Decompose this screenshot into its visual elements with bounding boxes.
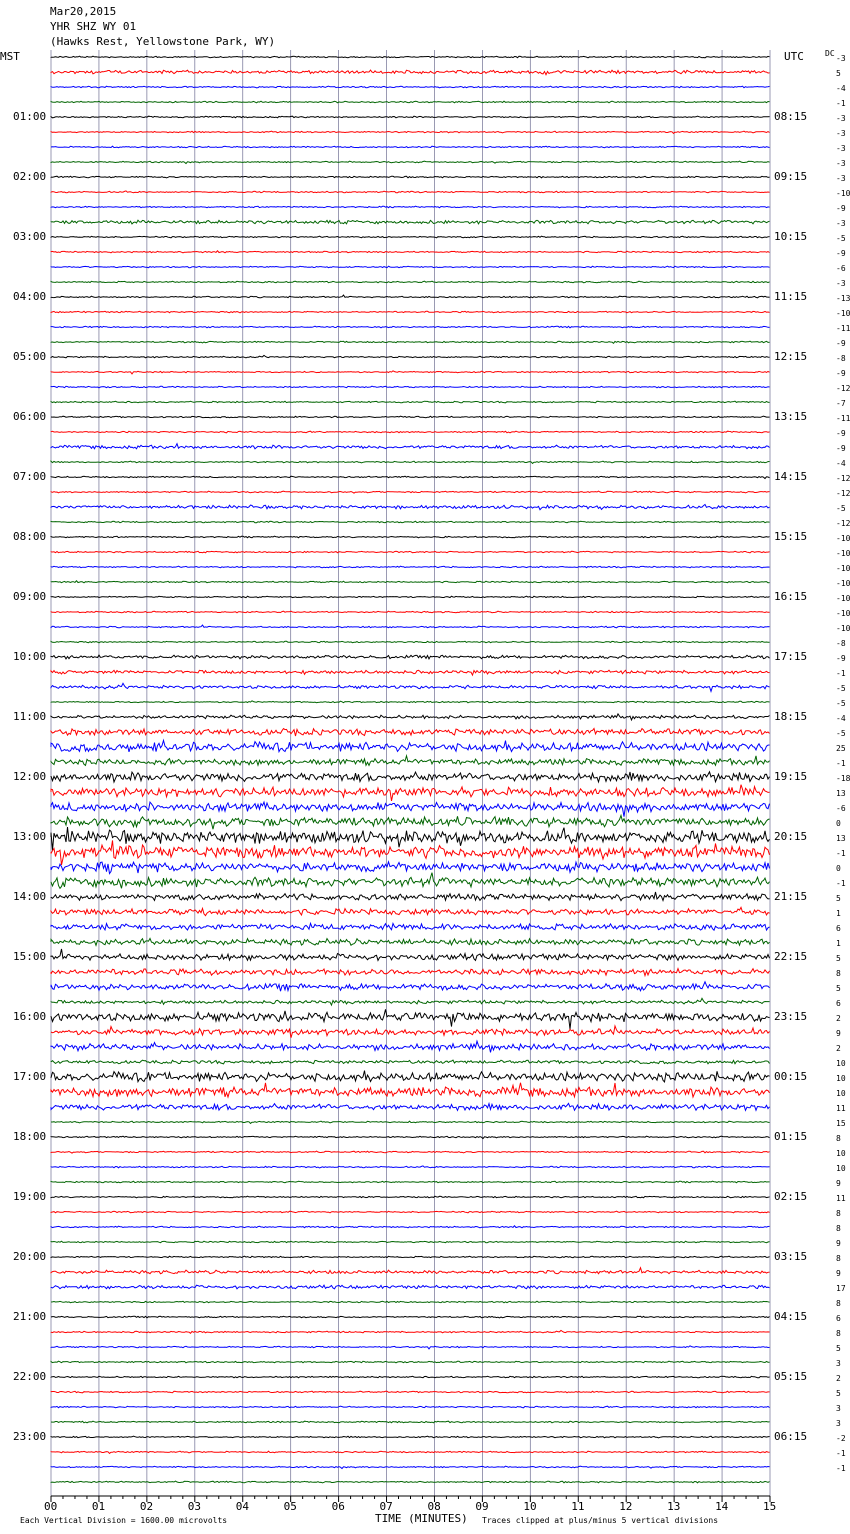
dc-offset-label: 5 — [836, 894, 841, 903]
trace-row-73 — [51, 1151, 770, 1153]
trace-row-29 — [51, 491, 770, 493]
trace-row-46 — [51, 740, 770, 752]
dc-offset-label: 8 — [836, 1224, 841, 1233]
trace-row-86 — [51, 1346, 770, 1349]
utc-hour-label: 15:15 — [774, 530, 808, 543]
trace-row-59 — [51, 938, 770, 945]
x-tick-label: 06 — [331, 1500, 345, 1513]
dc-offset-label: -13 — [836, 294, 850, 303]
dc-offset-label: 5 — [836, 69, 841, 78]
trace-row-61 — [51, 969, 770, 976]
trace-row-34 — [51, 566, 770, 568]
mst-hour-label: 11:00 — [13, 710, 47, 723]
trace-row-42 — [51, 683, 770, 691]
trace-row-95 — [51, 1481, 770, 1483]
dc-offset-label: -12 — [836, 474, 850, 483]
trace-row-8 — [51, 176, 770, 178]
x-tick-label: 09 — [475, 1500, 489, 1513]
dc-offset-label: 2 — [836, 1044, 841, 1053]
dc-offset-label: -9 — [836, 249, 846, 258]
x-tick-label: 00 — [44, 1500, 58, 1513]
trace-row-63 — [51, 998, 770, 1005]
dc-offset-label: 9 — [836, 1179, 841, 1188]
trace-row-77 — [51, 1211, 770, 1213]
dc-offset-label: 0 — [836, 819, 841, 828]
dc-offset-label: -3 — [836, 159, 846, 168]
dc-offset-label: -12 — [836, 489, 850, 498]
trace-row-50 — [51, 802, 770, 817]
dc-offset-label: -3 — [836, 129, 846, 138]
dc-offset-label: 5 — [836, 954, 841, 963]
trace-row-19 — [51, 341, 770, 343]
xaxis-title: TIME (MINUTES) — [375, 1512, 468, 1525]
dc-offset-label: -12 — [836, 519, 850, 528]
trace-row-88 — [51, 1376, 770, 1378]
trace-row-79 — [51, 1241, 770, 1243]
trace-row-52 — [51, 827, 770, 850]
x-tick-label: 11 — [571, 1500, 585, 1513]
dc-offset-label: 1 — [836, 909, 841, 918]
dc-offset-label: -3 — [836, 114, 846, 123]
trace-row-1 — [51, 70, 770, 75]
x-tick-label: 13 — [667, 1500, 681, 1513]
utc-hour-label: 21:15 — [774, 890, 808, 903]
dc-offset-label: 5 — [836, 1344, 841, 1353]
trace-row-25 — [51, 431, 770, 433]
dc-offset-label: 9 — [836, 1029, 841, 1038]
trace-row-41 — [51, 670, 770, 675]
dc-offset-label: -7 — [836, 399, 846, 408]
utc-hour-label: 12:15 — [774, 350, 808, 363]
mst-hour-label: 03:00 — [13, 230, 47, 243]
dc-offset-label: 10 — [836, 1089, 846, 1098]
utc-hour-label: 09:15 — [774, 170, 808, 183]
dc-offset-label: 8 — [836, 1134, 841, 1143]
dc-offset-label: 6 — [836, 924, 841, 933]
dc-offset-label: 2 — [836, 1374, 841, 1383]
dc-offset-label: 11 — [836, 1194, 846, 1203]
dc-offset-label: 10 — [836, 1074, 846, 1083]
trace-row-48 — [51, 772, 770, 782]
mst-hour-label: 15:00 — [13, 950, 47, 963]
x-tick-label: 10 — [523, 1500, 537, 1513]
dc-offset-label: -10 — [836, 534, 850, 543]
utc-hour-label: 17:15 — [774, 650, 808, 663]
utc-hour-label: 18:15 — [774, 710, 808, 723]
utc-hour-label: 00:15 — [774, 1070, 808, 1083]
trace-row-43 — [51, 701, 770, 703]
trace-row-89 — [51, 1391, 770, 1393]
mst-hour-label: 20:00 — [13, 1250, 47, 1263]
dc-offset-label: 6 — [836, 999, 841, 1008]
dc-offset-label: -5 — [836, 684, 846, 693]
x-tick-label: 01 — [91, 1500, 106, 1513]
dc-offset-label: -1 — [836, 879, 846, 888]
trace-row-2 — [51, 86, 770, 88]
trace-row-64 — [51, 1009, 770, 1029]
trace-row-66 — [51, 1041, 770, 1052]
dc-label: DC — [825, 49, 835, 58]
mst-hour-label: 17:00 — [13, 1070, 47, 1083]
x-tick-label: 12 — [619, 1500, 633, 1513]
utc-hour-label: 10:15 — [774, 230, 808, 243]
trace-row-40 — [51, 655, 770, 659]
utc-hour-label: 02:15 — [774, 1190, 808, 1203]
x-tick-label: 03 — [187, 1500, 202, 1513]
x-tick-label: 14 — [715, 1500, 729, 1513]
trace-row-21 — [51, 371, 770, 374]
trace-row-10 — [51, 206, 770, 208]
utc-hour-label: 03:15 — [774, 1250, 808, 1263]
dc-offset-label: -3 — [836, 279, 846, 288]
trace-row-26 — [51, 444, 770, 449]
trace-row-76 — [51, 1196, 770, 1198]
mst-hour-label: 05:00 — [13, 350, 47, 363]
dc-offset-label: -1 — [836, 669, 846, 678]
utc-hour-label: 19:15 — [774, 770, 808, 783]
trace-row-31 — [51, 521, 770, 523]
dc-offset-label: 5 — [836, 1389, 841, 1398]
dc-offset-label: -9 — [836, 444, 846, 453]
utc-hour-label: 04:15 — [774, 1310, 808, 1323]
trace-row-57 — [51, 907, 770, 915]
trace-row-17 — [51, 311, 770, 313]
x-tick-label: 04 — [235, 1500, 249, 1513]
dc-offset-label: -12 — [836, 384, 850, 393]
dc-offset-label: -3 — [836, 174, 846, 183]
dc-offset-label: -10 — [836, 564, 850, 573]
dc-offset-label: 8 — [836, 1254, 841, 1263]
dc-offset-label: 8 — [836, 1329, 841, 1338]
trace-row-81 — [51, 1268, 770, 1274]
dc-offset-label: -18 — [836, 774, 850, 783]
trace-row-54 — [51, 862, 770, 874]
mst-hour-label: 08:00 — [13, 530, 47, 543]
mst-hour-label: 04:00 — [13, 290, 47, 303]
utc-label: UTC — [784, 50, 804, 63]
trace-row-82 — [51, 1285, 770, 1289]
dc-offset-label: 9 — [836, 1269, 841, 1278]
dc-offset-label: -5 — [836, 504, 846, 513]
mst-hour-label: 07:00 — [13, 470, 47, 483]
dc-offset-label: -11 — [836, 324, 850, 333]
dc-offset-label: 13 — [836, 789, 846, 798]
dc-offset-label: 3 — [836, 1419, 841, 1428]
dc-offset-label: 10 — [836, 1164, 846, 1173]
dc-offset-label: -9 — [836, 204, 846, 213]
trace-row-92 — [51, 1436, 770, 1438]
trace-row-0 — [51, 56, 770, 58]
trace-row-78 — [51, 1226, 770, 1228]
trace-row-72 — [51, 1136, 770, 1138]
trace-row-18 — [51, 326, 770, 328]
utc-hour-label: 05:15 — [774, 1370, 808, 1383]
dc-offset-label: -9 — [836, 369, 846, 378]
dc-offset-label: 3 — [836, 1359, 841, 1368]
trace-row-49 — [51, 785, 770, 801]
dc-offset-label: -6 — [836, 804, 846, 813]
dc-offset-label: -1 — [836, 1464, 846, 1473]
trace-row-37 — [51, 611, 770, 613]
x-tick-label: 07 — [379, 1500, 393, 1513]
mst-hour-label: 21:00 — [13, 1310, 47, 1323]
trace-row-80 — [51, 1256, 770, 1258]
mst-hour-label: 13:00 — [13, 830, 47, 843]
dc-offset-label: 25 — [836, 744, 846, 753]
trace-row-15 — [51, 281, 770, 283]
trace-row-60 — [51, 949, 770, 960]
dc-offset-label: -2 — [836, 1434, 846, 1443]
dc-offset-label: -5 — [836, 699, 846, 708]
dc-offset-label: 5 — [836, 984, 841, 993]
trace-row-5 — [51, 131, 770, 133]
mst-hour-label: 02:00 — [13, 170, 47, 183]
dc-offset-label: -1 — [836, 1449, 846, 1458]
trace-row-84 — [51, 1316, 770, 1318]
mst-hour-label: 09:00 — [13, 590, 47, 603]
mst-hour-label: 06:00 — [13, 410, 47, 423]
x-tick-label: 15 — [763, 1500, 777, 1513]
utc-hour-label: 13:15 — [774, 410, 808, 423]
trace-row-74 — [51, 1166, 770, 1168]
trace-row-85 — [51, 1330, 770, 1333]
trace-row-33 — [51, 551, 770, 553]
dc-offset-label: -1 — [836, 99, 846, 108]
trace-row-9 — [51, 191, 770, 193]
mst-hour-label: 23:00 — [13, 1430, 47, 1443]
trace-row-16 — [51, 295, 770, 298]
trace-row-62 — [51, 982, 770, 991]
dc-offset-label: -5 — [836, 234, 846, 243]
trace-row-93 — [51, 1451, 770, 1453]
dc-offset-label: -8 — [836, 639, 846, 648]
dc-offset-label: 8 — [836, 969, 841, 978]
trace-row-71 — [51, 1121, 770, 1123]
dc-offset-label: 13 — [836, 834, 846, 843]
dc-offset-label: 6 — [836, 1314, 841, 1323]
dc-offset-label: 8 — [836, 1209, 841, 1218]
mst-hour-label: 16:00 — [13, 1010, 47, 1023]
dc-offset-label: -3 — [836, 219, 846, 228]
dc-offset-label: -6 — [836, 264, 846, 273]
trace-row-22 — [51, 386, 770, 388]
trace-row-11 — [51, 220, 770, 224]
dc-offset-label: 11 — [836, 1104, 846, 1113]
dc-offset-label: -10 — [836, 594, 850, 603]
trace-row-24 — [51, 416, 770, 418]
footer-scale-note: Each Vertical Division = 1600.00 microvolts — [20, 1516, 228, 1525]
trace-row-91 — [51, 1421, 770, 1423]
trace-row-32 — [51, 536, 770, 538]
dc-offset-label: -10 — [836, 309, 850, 318]
dc-offset-label: -10 — [836, 609, 850, 618]
trace-row-6 — [51, 146, 770, 148]
dc-offset-label: -5 — [836, 729, 846, 738]
mst-hour-label: 18:00 — [13, 1130, 47, 1143]
dc-offset-label: 9 — [836, 1239, 841, 1248]
trace-row-68 — [51, 1071, 770, 1082]
dc-offset-label: -9 — [836, 429, 846, 438]
x-tick-label: 08 — [427, 1500, 441, 1513]
trace-row-58 — [51, 923, 770, 930]
trace-row-51 — [51, 815, 770, 829]
dc-offset-label: 17 — [836, 1284, 846, 1293]
dc-offset-label: -10 — [836, 189, 850, 198]
trace-row-55 — [51, 873, 770, 889]
dc-offset-label: 15 — [836, 1119, 846, 1128]
trace-row-94 — [51, 1466, 770, 1468]
time-axis — [51, 1496, 770, 1502]
dc-offset-label: -10 — [836, 579, 850, 588]
dc-offset-label: -10 — [836, 549, 850, 558]
trace-row-65 — [51, 1026, 770, 1038]
dc-offset-label: -3 — [836, 54, 846, 63]
utc-hour-label: 06:15 — [774, 1430, 808, 1443]
seismic-traces — [51, 56, 770, 1483]
x-tick-label: 05 — [283, 1500, 297, 1513]
trace-row-7 — [51, 161, 770, 163]
dc-offset-label: 3 — [836, 1404, 841, 1413]
header-location: (Hawks Rest, Yellowstone Park, WY) — [50, 35, 276, 48]
trace-row-44 — [51, 714, 770, 720]
trace-row-69 — [51, 1083, 770, 1097]
trace-row-35 — [51, 581, 770, 583]
footer-clip-note: Traces clipped at plus/minus 5 vertical divisions — [482, 1516, 719, 1525]
trace-row-67 — [51, 1060, 770, 1064]
trace-row-20 — [51, 355, 770, 357]
dc-offset-label: 8 — [836, 1299, 841, 1308]
trace-row-53 — [51, 840, 770, 865]
dc-offset-label: -10 — [836, 624, 850, 633]
dc-offset-label: 1 — [836, 939, 841, 948]
mst-hour-label: 01:00 — [13, 110, 47, 123]
mst-hour-label: 12:00 — [13, 770, 47, 783]
header-station: YHR SHZ WY 01 — [50, 20, 137, 33]
dc-offset-label: -4 — [836, 459, 846, 468]
trace-row-38 — [51, 625, 770, 628]
trace-row-3 — [51, 101, 770, 103]
dc-offset-label: -1 — [836, 849, 846, 858]
x-tick-label: 02 — [139, 1500, 154, 1513]
dc-offset-label: -8 — [836, 354, 846, 363]
trace-row-87 — [51, 1361, 770, 1363]
trace-row-56 — [51, 892, 770, 901]
dc-offset-label: -9 — [836, 654, 846, 663]
dc-offset-label: 0 — [836, 864, 841, 873]
dc-offset-label: -3 — [836, 144, 846, 153]
trace-row-30 — [51, 505, 770, 510]
dc-offset-label: -11 — [836, 414, 850, 423]
trace-row-23 — [51, 401, 770, 403]
trace-row-75 — [51, 1181, 770, 1183]
trace-row-83 — [51, 1301, 770, 1303]
trace-row-27 — [51, 461, 770, 463]
dc-offset-label: -4 — [836, 714, 846, 723]
utc-hour-label: 23:15 — [774, 1010, 808, 1023]
utc-hour-label: 22:15 — [774, 950, 808, 963]
utc-hour-label: 20:15 — [774, 830, 808, 843]
dc-offset-label: -4 — [836, 84, 846, 93]
mst-hour-label: 22:00 — [13, 1370, 47, 1383]
mst-hour-label: 19:00 — [13, 1190, 47, 1203]
trace-row-12 — [51, 236, 770, 238]
trace-row-47 — [51, 756, 770, 766]
dc-offset-label: -9 — [836, 339, 846, 348]
header-date: Mar20,2015 — [50, 5, 117, 18]
dc-offset-label: -1 — [836, 759, 846, 768]
mst-hour-label: 14:00 — [13, 890, 47, 903]
trace-row-39 — [51, 641, 770, 643]
mst-label: MST — [0, 50, 20, 63]
trace-row-4 — [51, 116, 770, 118]
trace-row-45 — [51, 729, 770, 737]
trace-row-28 — [51, 476, 770, 478]
trace-row-90 — [51, 1406, 770, 1408]
trace-row-36 — [51, 596, 770, 598]
dc-offset-label: 10 — [836, 1059, 846, 1068]
dc-offset-label: 10 — [836, 1149, 846, 1158]
utc-hour-label: 16:15 — [774, 590, 808, 603]
utc-hour-label: 08:15 — [774, 110, 808, 123]
utc-hour-label: 11:15 — [774, 290, 808, 303]
dc-offset-label: 2 — [836, 1014, 841, 1023]
trace-row-13 — [51, 251, 770, 253]
trace-row-70 — [51, 1103, 770, 1110]
trace-row-14 — [51, 266, 770, 268]
utc-hour-label: 14:15 — [774, 470, 808, 483]
utc-hour-label: 01:15 — [774, 1130, 808, 1143]
mst-hour-label: 10:00 — [13, 650, 47, 663]
